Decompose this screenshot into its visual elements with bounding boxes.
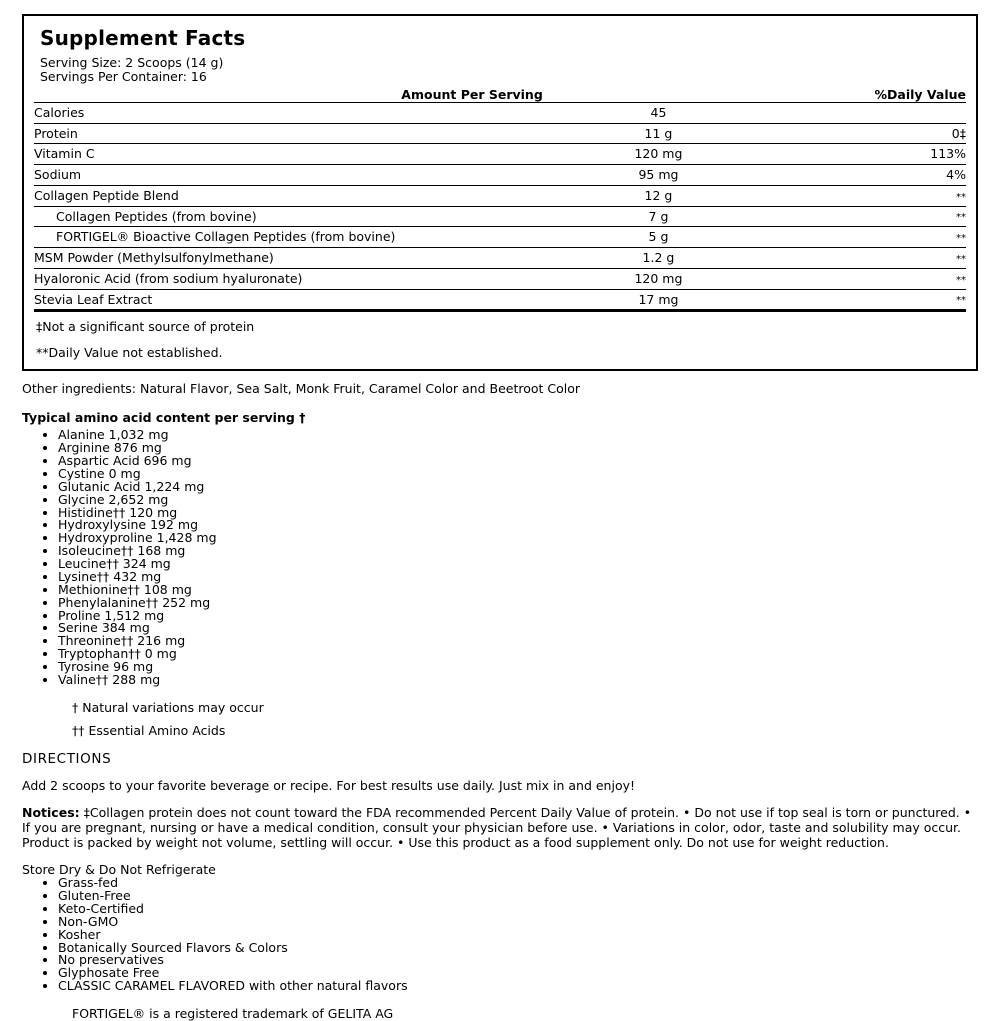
panel-title: Supplement Facts (40, 26, 246, 50)
list-item: • Leucine†† 324 mg (58, 558, 980, 571)
list-item: • Glyphosate Free (58, 967, 980, 980)
amino-acid-list (30, 429, 980, 687)
list-item: • Methionine†† 108 mg (58, 584, 980, 597)
list-item: • Threonine†† 216 mg (58, 635, 980, 648)
list-item: • Hydroxyproline 1,428 mg (58, 532, 980, 545)
list-item: • Serine 384 mg (58, 622, 980, 635)
daily-value-header: %Daily Value (874, 86, 966, 102)
facts-table-header (34, 87, 966, 103)
nutrient-dv (780, 103, 966, 123)
nutrient-name: Vitamin C (34, 144, 537, 165)
list-item: • Glycine 2,652 mg (58, 494, 980, 507)
footnote-protein: ‡Not a significant source of protein (36, 319, 255, 335)
nutrient-amount: 7 g (537, 206, 779, 227)
amount-per-serving-header: Amount Per Serving (401, 86, 543, 102)
list-item: • Histidine†† 120 mg (58, 507, 980, 520)
table-row (34, 206, 966, 227)
nutrient-amount: 17 mg (537, 289, 779, 311)
list-item: • Tyrosine 96 mg (58, 661, 980, 674)
nutrient-name: Sodium (34, 165, 537, 186)
nutrient-amount: 45 (537, 103, 779, 123)
nutrient-name: Hyaloronic Acid (from sodium hyaluronate) (34, 268, 537, 289)
nutrient-dv: ** (780, 248, 966, 269)
nutrient-name: Stevia Leaf Extract (34, 289, 537, 311)
facts-table (34, 103, 966, 313)
nutrient-amount: 120 mg (537, 144, 779, 165)
nutrient-dv: ** (780, 289, 966, 311)
list-item: • Glutanic Acid 1,224 mg (58, 481, 980, 494)
list-item: • Valine†† 288 mg (58, 674, 980, 687)
list-item: • Tryptophan†† 0 mg (58, 648, 980, 661)
list-item: • Grass-fed (58, 877, 980, 890)
notices-block (22, 806, 978, 850)
notices-text: ‡Collagen protein does not count toward the FDA recommended Percent Daily Value of protein. • Do not use if top seal is torn or punctured. • If you are pregnant, nursing or have a medical condition, consult your physician before use. • Variations in color, odor, taste and solubility may occur. Product is packed by weight not volume, settling will occur. • Use this product as a food supplement only. Do not use for weight reduction. (22, 805, 972, 850)
table-row (34, 248, 966, 269)
table-row (34, 185, 966, 206)
nutrient-amount: 1.2 g (537, 248, 779, 269)
list-item: • Cystine 0 mg (58, 468, 980, 481)
serving-info (40, 56, 966, 85)
nutrient-amount: 5 g (537, 227, 779, 248)
table-row (34, 103, 966, 123)
table-row (34, 123, 966, 144)
serving-size: Serving Size: 2 Scoops (14 g) (40, 55, 224, 70)
list-item: • Arginine 876 mg (58, 442, 980, 455)
list-item: • Alanine 1,032 mg (58, 429, 980, 442)
amino-note-essential: †† Essential Amino Acids (72, 722, 226, 738)
nutrient-dv: ** (780, 206, 966, 227)
nutrient-dv: ** (780, 268, 966, 289)
nutrient-name: Collagen Peptides (from bovine) (34, 206, 537, 227)
nutrient-dv: 0‡ (780, 123, 966, 144)
table-row (34, 268, 966, 289)
nutrient-amount: 12 g (537, 185, 779, 206)
nutrient-dv: 4% (780, 165, 966, 186)
list-item: • Aspartic Acid 696 mg (58, 455, 980, 468)
servings-per-container: Servings Per Container: 16 (40, 69, 207, 85)
supplement-facts-panel (22, 14, 978, 371)
footnote-daily-value: **Daily Value not established. (36, 345, 223, 361)
list-item: • Phenylalanine†† 252 mg (58, 597, 980, 610)
storage-instruction: Store Dry & Do Not Refrigerate (22, 862, 216, 878)
other-ingredients: Other ingredients: Natural Flavor, Sea Salt, Monk Fruit, Caramel Color and Beetroot Color (22, 381, 581, 397)
nutrient-name: Calories (34, 103, 537, 123)
nutrient-dv: 113% (780, 144, 966, 165)
nutrient-amount: 11 g (537, 123, 779, 144)
nutrient-name: Collagen Peptide Blend (34, 185, 537, 206)
claims-list (30, 877, 980, 993)
amino-note-variations: † Natural variations may occur (72, 699, 264, 715)
nutrient-amount: 95 mg (537, 165, 779, 186)
list-item: • Keto-Certified (58, 903, 980, 916)
trademark-note: FORTIGEL® is a registered trademark of GELITA AG (72, 1006, 394, 1021)
table-row (34, 227, 966, 248)
list-item: • Isoleucine†† 168 mg (58, 545, 980, 558)
nutrient-name: FORTIGEL® Bioactive Collagen Peptides (from bovine) (34, 227, 537, 248)
nutrient-dv: ** (780, 185, 966, 206)
list-item: • Lysine†† 432 mg (58, 571, 980, 584)
table-row (34, 144, 966, 165)
nutrient-amount: 120 mg (537, 268, 779, 289)
table-row (34, 289, 966, 311)
list-item: • Proline 1,512 mg (58, 610, 980, 623)
amino-acid-heading: Typical amino acid content per serving † (22, 410, 306, 426)
table-row (34, 165, 966, 186)
nutrient-name: Protein (34, 123, 537, 144)
list-item: • CLASSIC CARAMEL FLAVORED with other natural flavors (58, 980, 980, 993)
nutrient-name: MSM Powder (Methylsulfonylmethane) (34, 248, 537, 269)
list-item: • Kosher (58, 929, 980, 942)
list-item: • Gluten-Free (58, 890, 980, 903)
list-item: • Botanically Sourced Flavors & Colors (58, 942, 980, 955)
notices-label: Notices: (22, 805, 80, 821)
directions-body: Add 2 scoops to your favorite beverage or recipe. For best results use daily. Just mix in and enjoy! (22, 778, 636, 794)
list-item: • No preservatives (58, 954, 980, 967)
list-item: • Hydroxylysine 192 mg (58, 519, 980, 532)
nutrient-dv: ** (780, 227, 966, 248)
list-item: • Non-GMO (58, 916, 980, 929)
directions-heading: DIRECTIONS (22, 751, 112, 768)
